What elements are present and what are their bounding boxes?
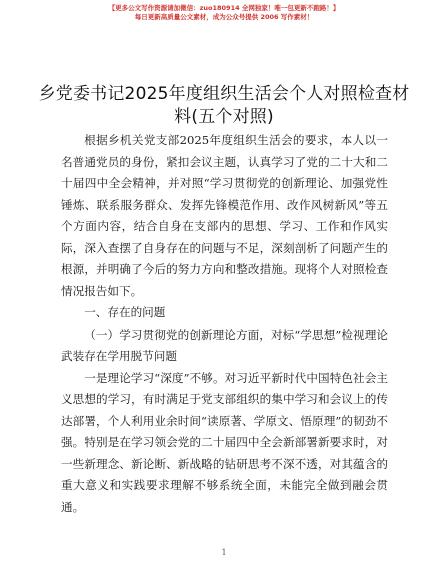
body-paragraph: 一是理论学习“深度”不够。对习近平新时代中国特色社会主义思想的学习，有时满足于党支部组织的集中学习和会议上的传达部署，个人利用业余时间“读原著、学原文、悟原理”的韧劲不强。特别是在学习领会党的二十届四中全会新部署新要求时，对一些新理念、新论断、新战略的钻研思考不深不透，对其蕴含的重大意义和实践要求理解不够系统全面，未能完全做到融会贯通。 <box>61 370 388 514</box>
subsection-heading: （一）学习贯彻党的创新理论方面，对标“学思想”检视理论武装存在学用脱节问题 <box>61 327 388 363</box>
promo-line-1: 【更多公文写作资源请加微信：zuo180914 全网独家！唯一包更新不跑路！】 <box>108 4 340 12</box>
section-heading: 一、存在的问题 <box>84 305 166 319</box>
intro-paragraph: 根据乡机关党支部2025年度组织生活会的要求，本人以一名普通党员的身份，紧扣会议主题，认真学习了党的二十大和二十届四中全会精神，并对照“学习贯彻党的创新理论、加强党性锤炼、联系服务群众、发挥先锋模范作用、改作风树新风”等五个方面内容，结合自身在支部内的思想、学习、工作和作风实际，深入查摆了自身存在的问题与不足，深刻剖析了问题产生的根源，并明确了今后的努力方向和整改措施。现将个人对照检查情况报告如下。 <box>61 133 388 298</box>
document-body <box>61 130 388 518</box>
page-number: 1 <box>221 548 227 557</box>
promo-header <box>0 4 448 22</box>
promo-line-2: 每日更新高质量公文素材，成为公众号提供 2006 写作素材！ <box>134 13 314 21</box>
document-title: 乡党委书记2025年度组织生活会个人对照检查材料(五个对照) <box>38 84 410 127</box>
